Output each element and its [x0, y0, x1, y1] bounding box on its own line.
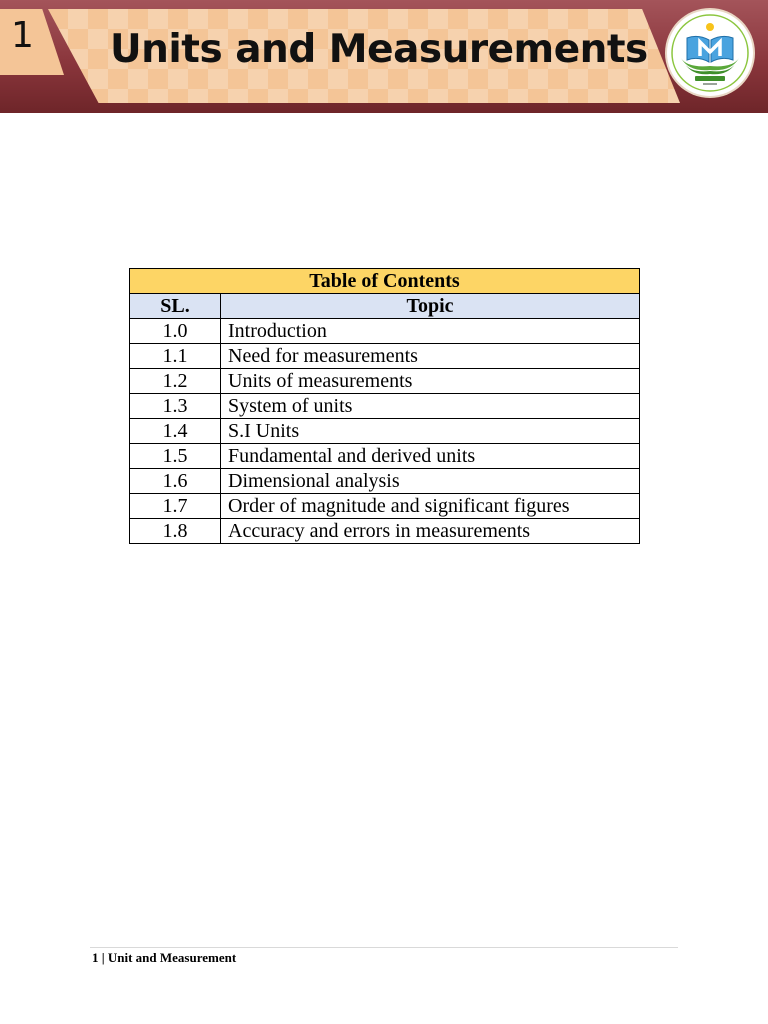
chapter-header-banner — [0, 0, 768, 113]
chapter-number: 1 — [11, 15, 34, 56]
book-hands-logo-icon — [667, 10, 753, 96]
table-row — [130, 369, 640, 394]
row-topic: Units of measurements — [221, 369, 640, 394]
row-topic: Introduction — [221, 319, 640, 344]
row-topic: S.I Units — [221, 419, 640, 444]
table-of-contents — [129, 268, 640, 544]
row-topic: Dimensional analysis — [221, 469, 640, 494]
row-sl: 1.6 — [130, 469, 221, 494]
toc-header-row — [130, 294, 640, 319]
table-row — [130, 469, 640, 494]
row-sl: 1.3 — [130, 394, 221, 419]
toc-title-row — [130, 269, 640, 294]
table-row — [130, 394, 640, 419]
table-row — [130, 444, 640, 469]
row-sl: 1.5 — [130, 444, 221, 469]
column-header-topic: Topic — [221, 294, 640, 319]
row-sl: 1.7 — [130, 494, 221, 519]
footer-divider — [90, 947, 678, 948]
row-topic: Order of magnitude and significant figures — [221, 494, 640, 519]
row-topic: Fundamental and derived units — [221, 444, 640, 469]
toc-title: Table of Contents — [130, 269, 640, 294]
table-row — [130, 419, 640, 444]
row-sl: 1.4 — [130, 419, 221, 444]
table-row — [130, 519, 640, 544]
row-topic: System of units — [221, 394, 640, 419]
table-row — [130, 494, 640, 519]
row-sl: 1.0 — [130, 319, 221, 344]
table-row — [130, 344, 640, 369]
row-sl: 1.1 — [130, 344, 221, 369]
row-topic: Accuracy and errors in measurements — [221, 519, 640, 544]
page-footer: 1 | Unit and Measurement — [92, 950, 237, 965]
table-row — [130, 319, 640, 344]
row-sl: 1.8 — [130, 519, 221, 544]
row-topic: Need for measurements — [221, 344, 640, 369]
chapter-title: Units and Measurements — [110, 27, 648, 72]
row-sl: 1.2 — [130, 369, 221, 394]
column-header-sl: SL. — [130, 294, 221, 319]
